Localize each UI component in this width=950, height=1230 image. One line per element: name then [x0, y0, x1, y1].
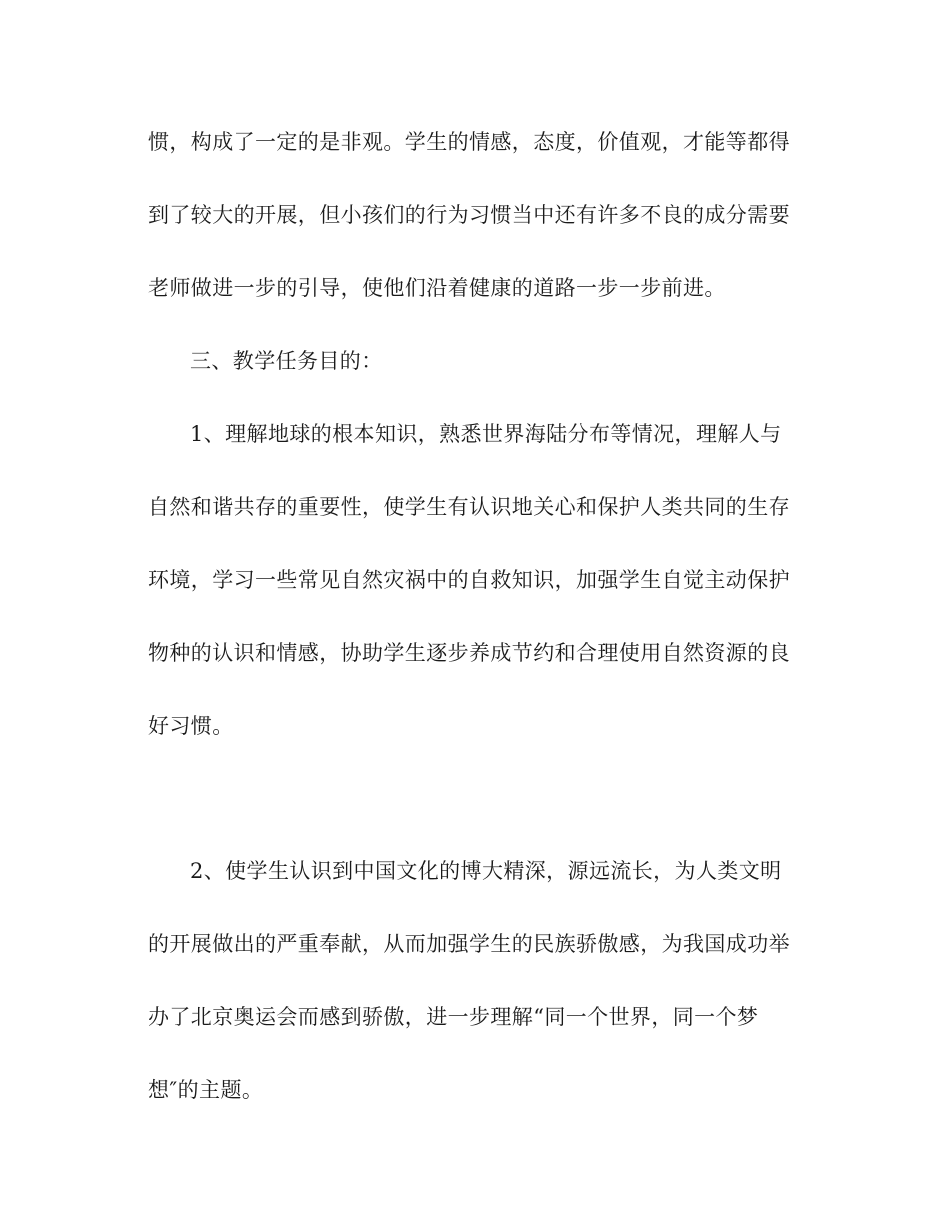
paragraph-line: 好习惯。: [148, 714, 234, 738]
paragraph-line: 惯，构成了一定的是非观。学生的情感，态度，价值观，才能等都得: [148, 130, 790, 154]
section-heading: 三、教学任务目的：: [190, 349, 383, 373]
paragraph-line: 环境，学习一些常见自然灾祸中的自救知识，加强学生自觉主动保护: [148, 568, 790, 592]
paragraph-line: 1、理解地球的根本知识，熟悉世界海陆分布等情况，理解人与: [190, 422, 782, 446]
paragraph-line: 想″的主题。: [148, 1078, 264, 1102]
paragraph-line: 物种的认识和情感，协助学生逐步养成节约和合理使用自然资源的良: [148, 641, 790, 665]
paragraph-line: 自然和谐共存的重要性，使学生有认识地关心和保护人类共同的生存: [148, 495, 790, 519]
paragraph-line: 办了北京奥运会而感到骄傲，进一步理解“同一个世界，同一个梦: [148, 1005, 759, 1029]
paragraph-line: 的开展做出的严重奉献，从而加强学生的民族骄傲感，为我国成功举: [148, 932, 790, 956]
paragraph-line: 到了较大的开展，但小孩们的行为习惯当中还有许多不良的成分需要: [148, 203, 790, 227]
paragraph-line: 老师做进一步的引导，使他们沿着健康的道路一步一步前进。: [148, 276, 726, 300]
paragraph-line: 2、使学生认识到中国文化的博大精深，源远流长，为人类文明: [190, 859, 782, 883]
